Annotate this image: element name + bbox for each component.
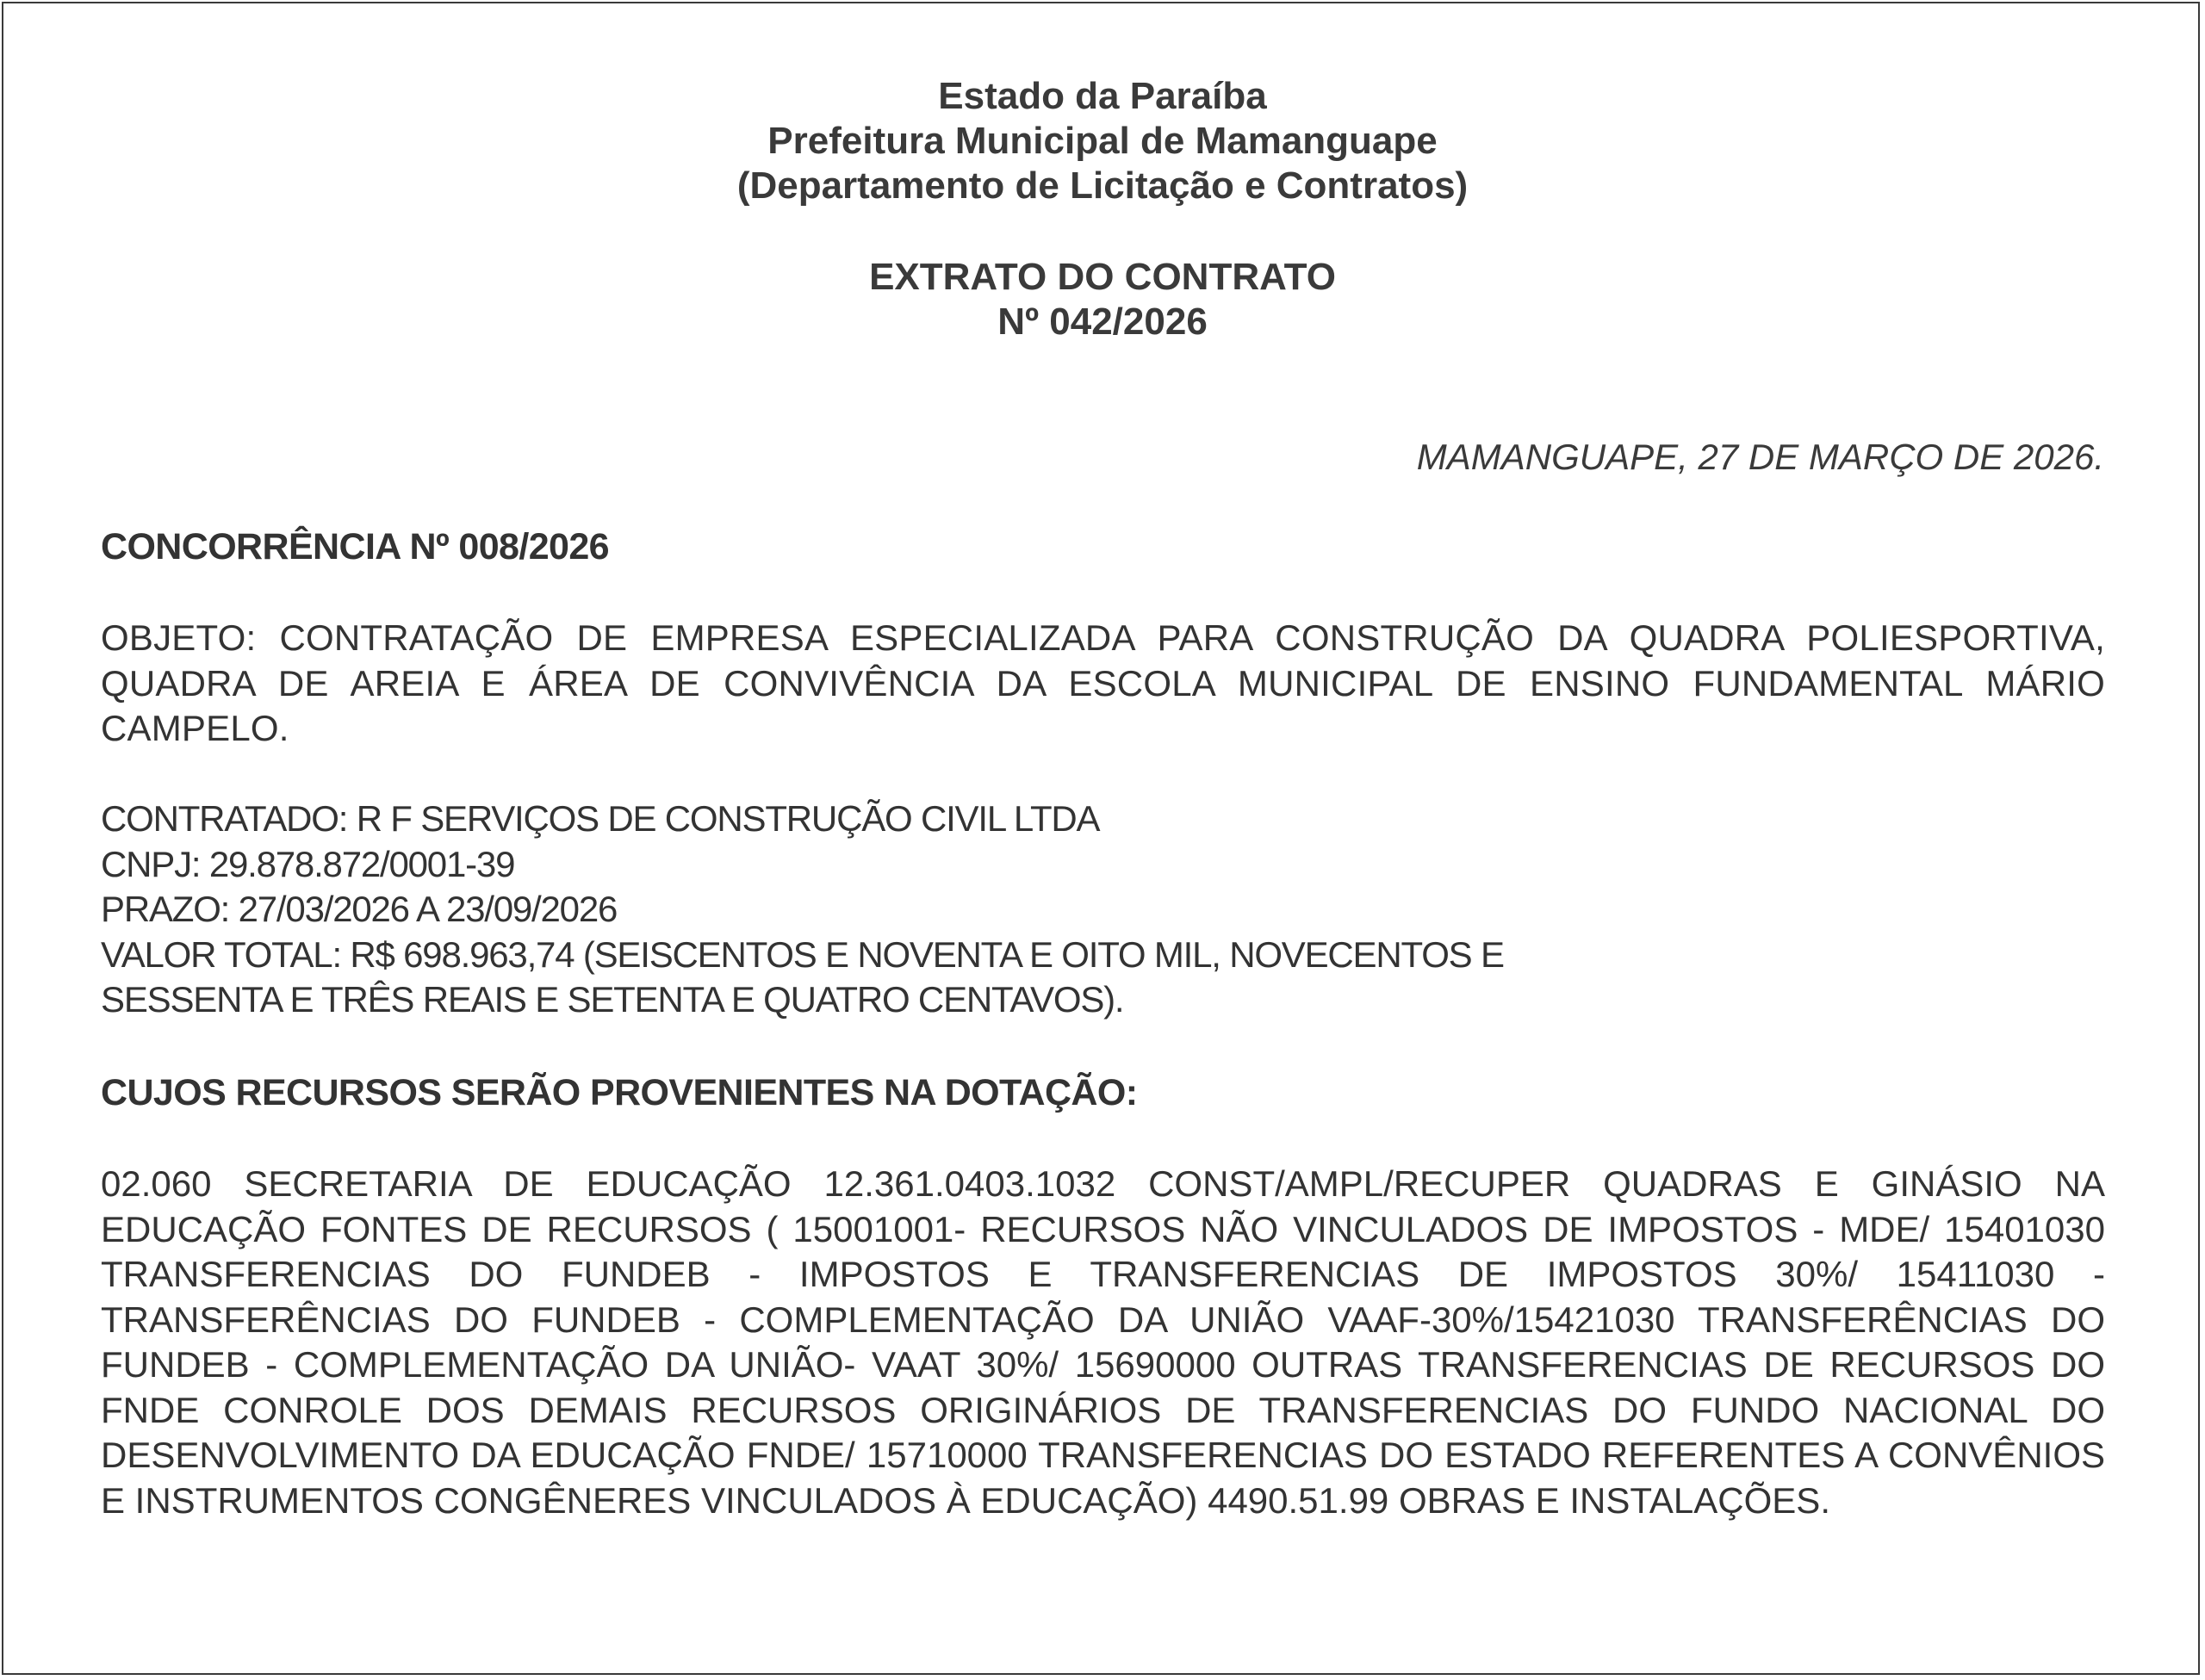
- object-paragraph: OBJETO: CONTRATAÇÃO DE EMPRESA ESPECIALIZADA PARA CONSTRUÇÃO DA QUADRA POLIESPORTIVA, QUADRA DE AREIA E ÁREA DE CONVIVÊNCIA DA ESCOLA MUNICIPAL DE ENSINO FUNDAMENTAL MÁRIO CAMPELO.: [101, 617, 2105, 748]
- term-line: PRAZO: 27/03/2026 A 23/09/2026: [101, 889, 618, 929]
- title-line-2: Nº 042/2026: [997, 301, 1208, 343]
- value-line-1: VALOR TOTAL: R$ 698.963,74 (SEISCENTOS E NOVENTA E OITO MIL, NOVECENTOS E: [101, 933, 1504, 975]
- document-title: [0, 255, 2205, 344]
- document-header: [0, 74, 2205, 208]
- contract-details: [101, 797, 2105, 1023]
- department-name: (Departamento de Licitação e Contratos): [736, 164, 1469, 207]
- state-name: Estado da Paraíba: [938, 75, 1267, 117]
- funding-heading: CUJOS RECURSOS SERÃO PROVENIENTES NA DOTAÇÃO:: [101, 1072, 1138, 1113]
- cnpj-line: CNPJ: 29.878.872/0001-39: [101, 843, 515, 884]
- date-line: MAMANGUAPE, 27 DE MARÇO DE 2026.: [1416, 437, 2104, 477]
- tender-heading: CONCORRÊNCIA Nº 008/2026: [101, 526, 609, 567]
- city-hall-name: Prefeitura Municipal de Mamanguape: [767, 120, 1438, 162]
- title-line-1: EXTRATO DO CONTRATO: [869, 256, 1336, 298]
- contractor-line: CONTRATADO: R F SERVIÇOS DE CONSTRUÇÃO CIVIL LTDA: [101, 798, 1100, 839]
- value-line-2: SESSENTA E TRÊS REAIS E SETENTA E QUATRO CENTAVOS).: [101, 979, 1124, 1020]
- funding-paragraph: 02.060 SECRETARIA DE EDUCAÇÃO 12.361.0403.1032 CONST/AMPL/RECUPER QUADRAS E GINÁSIO NA EDUCAÇÃO FONTES DE RECURSOS ( 15001001- RECURSOS NÃO VINCULADOS DE IMPOSTOS - MDE/ 15401030 TRANSFERENCIAS DO FUNDEB - IMPOSTOS E TRANSFERENCIAS DE IMPOSTOS 30%/ 15411030 - TRANSFERÊNCIAS DO FUNDEB - COMPLEMENTAÇÃO DA UNIÃO VAAF-30%/15421030 TRANSFERÊNCIAS DO FUNDEB - COMPLEMENTAÇÃO DA UNIÃO- VAAT 30%/ 15690000 OUTRAS TRANSFERENCIAS DE RECURSOS DO FNDE CONROLE DOS DEMAIS RECURSOS ORIGINÁRIOS DE TRANSFERENCIAS DO FUNDO NACIONAL DO DESENVOLVIMENTO DA EDUCAÇÃO FNDE/ 15710000 TRANSFERENCIAS DO ESTADO REFERENTES A CONVÊNIOS E INSTRUMENTOS CONGÊNERES VINCULADOS À EDUCAÇÃO) 4490.51.99 OBRAS E INSTALAÇÕES.: [101, 1163, 2105, 1521]
